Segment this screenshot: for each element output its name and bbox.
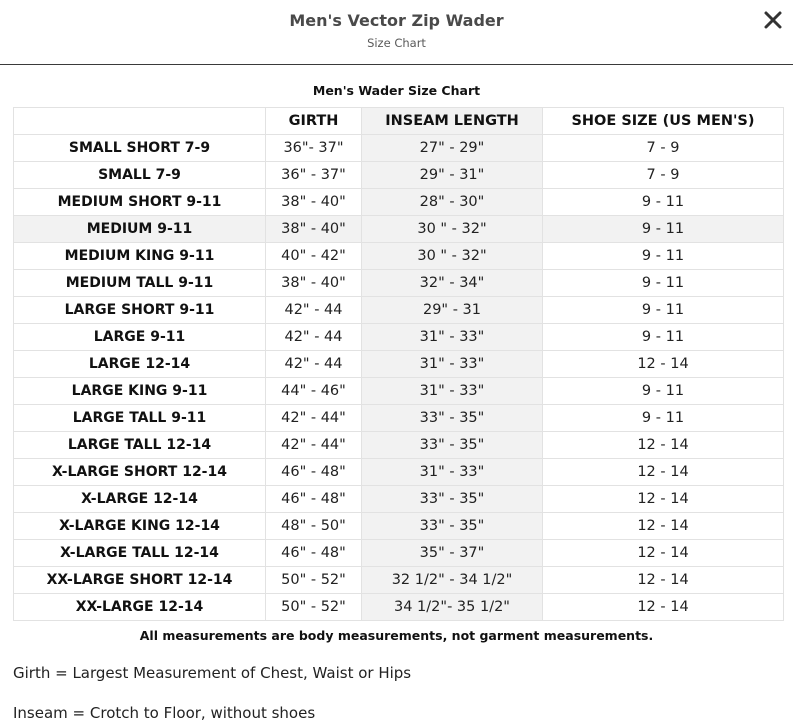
table-row <box>14 297 784 324</box>
shoe-size-cell: 12 - 14 <box>543 540 784 567</box>
shoe-size-cell: 7 - 9 <box>543 135 784 162</box>
girth-cell: 46" - 48" <box>266 459 362 486</box>
shoe-size-cell: 12 - 14 <box>543 513 784 540</box>
girth-cell: 50" - 52" <box>266 594 362 621</box>
girth-cell: 50" - 52" <box>266 567 362 594</box>
girth-cell: 46" - 48" <box>266 486 362 513</box>
size-name: MEDIUM TALL 9-11 <box>14 270 266 297</box>
table-row <box>14 459 784 486</box>
girth-cell: 42" - 44" <box>266 432 362 459</box>
inseam-cell: 31" - 33" <box>362 378 543 405</box>
inseam-cell: 28" - 30" <box>362 189 543 216</box>
girth-cell: 38" - 40" <box>266 216 362 243</box>
shoe-size-cell: 12 - 14 <box>543 351 784 378</box>
inseam-cell: 33" - 35" <box>362 486 543 513</box>
measurement-note: All measurements are body measurements, not garment measurements. <box>139 628 654 643</box>
table-row <box>14 540 784 567</box>
table-row <box>14 216 784 243</box>
girth-cell: 46" - 48" <box>266 540 362 567</box>
inseam-cell: 34 1/2"- 35 1/2" <box>362 594 543 621</box>
shoe-size-cell: 9 - 11 <box>543 405 784 432</box>
header-size <box>14 108 266 135</box>
girth-cell: 36" - 37" <box>266 162 362 189</box>
table-row <box>14 513 784 540</box>
inseam-definition: Inseam = Crotch to Floor, without shoes <box>13 704 316 722</box>
size-name: LARGE 12-14 <box>14 351 266 378</box>
inseam-cell: 29" - 31 <box>362 297 543 324</box>
table-row <box>14 594 784 621</box>
girth-cell: 42" - 44 <box>266 351 362 378</box>
shoe-size-cell: 9 - 11 <box>543 378 784 405</box>
girth-cell: 42" - 44" <box>266 405 362 432</box>
shoe-size-cell: 12 - 14 <box>543 594 784 621</box>
size-name: LARGE TALL 9-11 <box>14 405 266 432</box>
size-name: SMALL SHORT 7-9 <box>14 135 266 162</box>
inseam-cell: 31" - 33" <box>362 459 543 486</box>
inseam-cell: 32" - 34" <box>362 270 543 297</box>
shoe-size-cell: 7 - 9 <box>543 162 784 189</box>
size-name: LARGE SHORT 9-11 <box>14 297 266 324</box>
table-body <box>14 135 784 621</box>
table-row <box>14 162 784 189</box>
shoe-size-cell: 9 - 11 <box>543 216 784 243</box>
shoe-size-cell: 12 - 14 <box>543 567 784 594</box>
table-row <box>14 243 784 270</box>
table-row <box>14 486 784 513</box>
size-name: X-LARGE KING 12-14 <box>14 513 266 540</box>
close-icon[interactable] <box>762 9 784 31</box>
table-row <box>14 378 784 405</box>
girth-cell: 42" - 44 <box>266 297 362 324</box>
inseam-cell: 31" - 33" <box>362 351 543 378</box>
size-name: SMALL 7-9 <box>14 162 266 189</box>
inseam-cell: 30 " - 32" <box>362 243 543 270</box>
table-row <box>14 189 784 216</box>
table-caption: Men's Wader Size Chart <box>312 83 481 98</box>
shoe-size-cell: 9 - 11 <box>543 297 784 324</box>
size-name: LARGE TALL 12-14 <box>14 432 266 459</box>
inseam-cell: 27" - 29" <box>362 135 543 162</box>
size-name: MEDIUM 9-11 <box>14 216 266 243</box>
size-name: XX-LARGE 12-14 <box>14 594 266 621</box>
header-shoe-size: SHOE SIZE (US MEN'S) <box>543 108 784 135</box>
table-row <box>14 270 784 297</box>
shoe-size-cell: 12 - 14 <box>543 486 784 513</box>
inseam-cell: 33" - 35" <box>362 513 543 540</box>
inseam-cell: 35" - 37" <box>362 540 543 567</box>
size-name: XX-LARGE SHORT 12-14 <box>14 567 266 594</box>
table-row <box>14 405 784 432</box>
size-chart-table <box>13 107 784 621</box>
header-girth: GIRTH <box>266 108 362 135</box>
girth-cell: 44" - 46" <box>266 378 362 405</box>
inseam-cell: 33" - 35" <box>362 405 543 432</box>
girth-definition: Girth = Largest Measurement of Chest, Waist or Hips <box>13 664 412 682</box>
inseam-cell: 32 1/2" - 34 1/2" <box>362 567 543 594</box>
header-inseam-length: INSEAM LENGTH <box>362 108 543 135</box>
inseam-cell: 29" - 31" <box>362 162 543 189</box>
size-name: X-LARGE SHORT 12-14 <box>14 459 266 486</box>
girth-cell: 42" - 44 <box>266 324 362 351</box>
size-name: LARGE 9-11 <box>14 324 266 351</box>
table-header-row <box>14 108 784 135</box>
table-row <box>14 135 784 162</box>
table-row <box>14 324 784 351</box>
shoe-size-cell: 9 - 11 <box>543 270 784 297</box>
inseam-cell: 31" - 33" <box>362 324 543 351</box>
girth-cell: 38" - 40" <box>266 270 362 297</box>
size-name: MEDIUM KING 9-11 <box>14 243 266 270</box>
inseam-cell: 33" - 35" <box>362 432 543 459</box>
shoe-size-cell: 9 - 11 <box>543 243 784 270</box>
size-name: MEDIUM SHORT 9-11 <box>14 189 266 216</box>
modal-header <box>0 0 793 65</box>
girth-cell: 40" - 42" <box>266 243 362 270</box>
table-row <box>14 567 784 594</box>
girth-cell: 36"- 37" <box>266 135 362 162</box>
shoe-size-cell: 9 - 11 <box>543 189 784 216</box>
table-row <box>14 351 784 378</box>
modal-title: Men's Vector Zip Wader <box>289 11 504 30</box>
shoe-size-cell: 9 - 11 <box>543 324 784 351</box>
girth-cell: 48" - 50" <box>266 513 362 540</box>
size-name: X-LARGE TALL 12-14 <box>14 540 266 567</box>
size-name: LARGE KING 9-11 <box>14 378 266 405</box>
shoe-size-cell: 12 - 14 <box>543 432 784 459</box>
modal-subtitle: Size Chart <box>367 36 426 50</box>
girth-cell: 38" - 40" <box>266 189 362 216</box>
size-name: X-LARGE 12-14 <box>14 486 266 513</box>
inseam-cell: 30 " - 32" <box>362 216 543 243</box>
shoe-size-cell: 12 - 14 <box>543 459 784 486</box>
table-row <box>14 432 784 459</box>
